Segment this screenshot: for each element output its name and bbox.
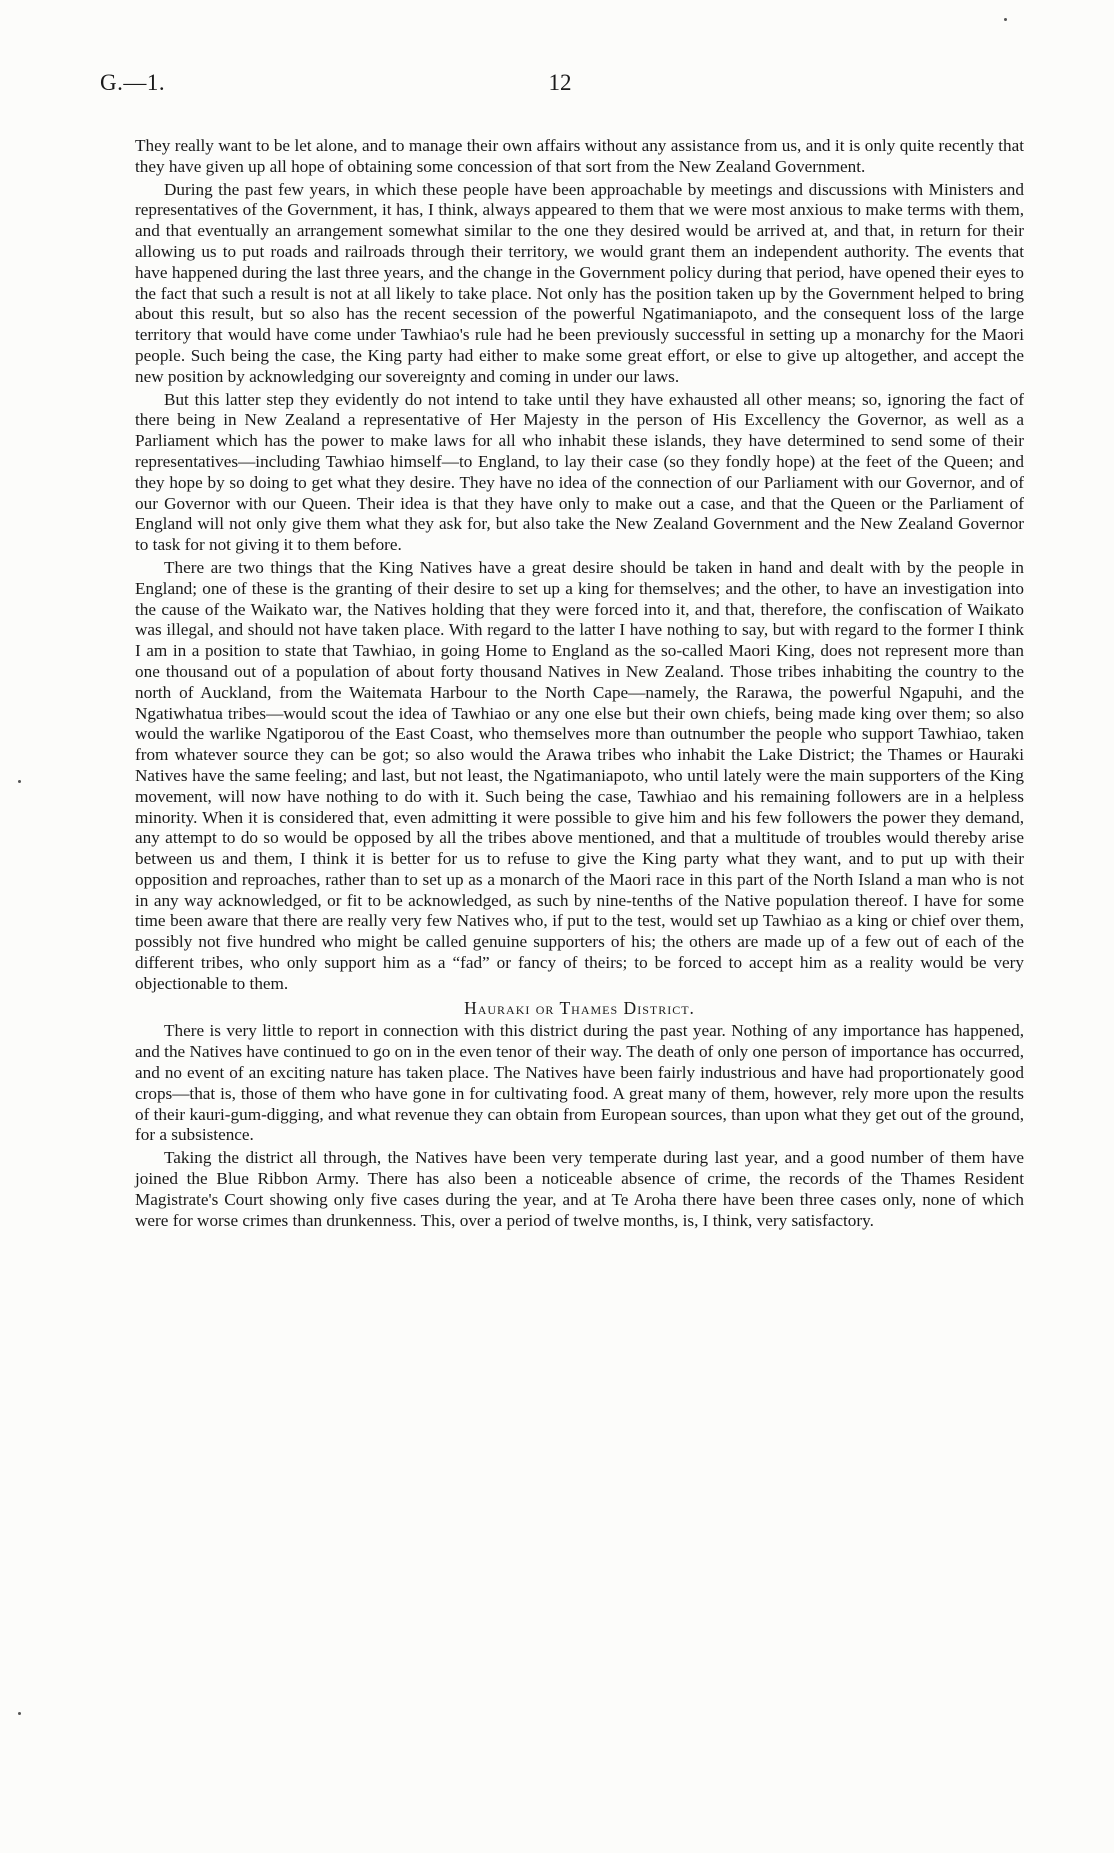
- page-header: [100, 70, 1020, 110]
- paragraph: There are two things that the King Natives have a great desire should be taken in hand and dealt with by the people in England; one of these is the granting of their desire to set up a king for themselves; and the other, to have an investigation into the cause of the Waikato war, the Natives holding that they were forced into it, and that, therefore, the confiscation of Waikato was illegal, and should not have taken place. With regard to the latter I have nothing to say, but with regard to the former I think I am in a position to state that Tawhiao, in going Home to England as the so-called Maori King, does not represent more than one thousand out of a population of about forty thousand Natives in New Zealand. Those tribes inhabiting the country to the north of Auckland, from the Waitemata Harbour to the North Cape—namely, the Rarawa, the powerful Ngapuhi, and the Ngatiwhatua tribes—would scout the idea of Tawhiao or any one else but their own chiefs, being made king over them; so also would the warlike Ngatiporou of the East Coast, who themselves more than outnumber the people who support Tawhiao, taken from whatever source they can be got; so also would the Arawa tribes who inhabit the Lake District; the Thames or Hauraki Natives have the same feeling; and last, but not least, the Ngatimaniapoto, who until lately were the main supporters of the King movement, will now have nothing to do with it. Such being the case, Tawhiao and his remaining followers are in a helpless minority. When it is considered that, even admitting it were possible to give him and his few followers the power they demand, any attempt to do so would be opposed by all the tribes above mentioned, and that a multitude of troubles would thereby arise between us and them, I think it is better for us to refuse to give the King party what they want, and to put up with their opposition and reproaches, rather than to set up as a monarch of the Maori race in this part of the North Island a man who is not in any way acknowledged, or fit to be acknowledged, as such by nine-tenths of the Native population thereof. I have for some time been aware that there are really very few Natives who, if put to the test, would set up Tawhiao as a king or chief over them, possibly not five hundred who might be called genuine supporters of his; the others are made up of a few out of each of the different tribes, who only support him as a “fad” or fancy of theirs; to be forced to accept him as a reality would be very objectionable to them.: [135, 557, 1024, 993]
- scan-speck: [18, 780, 21, 783]
- section-heading: Hauraki or Thames District.: [464, 997, 695, 1018]
- document-code: G.—1.: [100, 70, 166, 95]
- document-body: [135, 136, 1024, 1233]
- paragraph: During the past few years, in which these people have been approachable by meetings and discussions with Ministers and representatives of the Government, it has, I think, always appeared to them that we were most anxious to make terms with them, and that eventually an arrangement somewhat similar to the one they desired would be arrived at, and that, in return for their allowing us to put roads and railroads through their territory, we would grant them an independent authority. The events that have happened during the last three years, and the change in the Government policy during that period, have opened their eyes to the fact that such a result is not at all likely to take place. Not only has the position taken up by the Government helped to bring about this result, but so also has the recent secession of the powerful Ngatimaniapoto, and the consequent loss of the large territory that would have come under Tawhiao's rule had he been previously successful in setting up a monarchy for the Maori people. Such being the case, the King party had either to make some great effort, or else to give up altogether, and accept the new position by acknowledging our sovereignty and coming in under our laws.: [135, 179, 1024, 386]
- paragraph: Taking the district all through, the Natives have been very temperate during last year, and a good number of them have joined the Blue Ribbon Army. There has also been a noticeable absence of crime, the records of the Thames Resident Magistrate's Court showing only five cases during the year, and at Te Aroha there have been three cases only, none of which were for worse crimes than drunkenness. This, over a period of twelve months, is, I think, very satisfactory.: [135, 1148, 1024, 1230]
- paragraph: But this latter step they evidently do not intend to take until they have exhausted all other means; so, ignoring the fact of there being in New Zealand a representative of Her Majesty in the person of His Excellency the Governor, as well as a Parliament which has the power to make laws for all who inhabit these islands, they have determined to send some of their representatives—including Tawhiao himself—to England, to lay their case (so they fondly hope) at the feet of the Queen; and they hope by so doing to get what they desire. They have no idea of the connection of our Parliament with our Governor, and of our Governor with our Queen. Their idea is that they have only to make out a case, and that the Queen or the Parliament of England will not only give them what they ask for, but also take the New Zealand Government and the New Zealand Governor to task for not giving it to them before.: [135, 389, 1024, 555]
- paragraph: There is very little to report in connection with this district during the past year. Nothing of any importance has happened, and the Natives have continued to go on in the even tenor of their way. The death of only one person of importance has occurred, and no event of an exciting nature has taken place. The Natives have been fairly industrious and have had proportionately good crops—that is, those of them who have gone in for cultivating food. A great many of them, however, rely more upon the results of their kauri-gum-digging, and what revenue they can obtain from European sources, than upon what they get out of the ground, for a subsistence.: [135, 1021, 1024, 1145]
- scan-speck: [1004, 18, 1007, 21]
- page-number: 12: [548, 70, 572, 95]
- scan-speck: [18, 1712, 21, 1715]
- paragraph: They really want to be let alone, and to manage their own affairs without any assistance from us, and it is only quite recently that they have given up all hope of obtaining some concession of that sort from the New Zealand Government.: [135, 136, 1024, 176]
